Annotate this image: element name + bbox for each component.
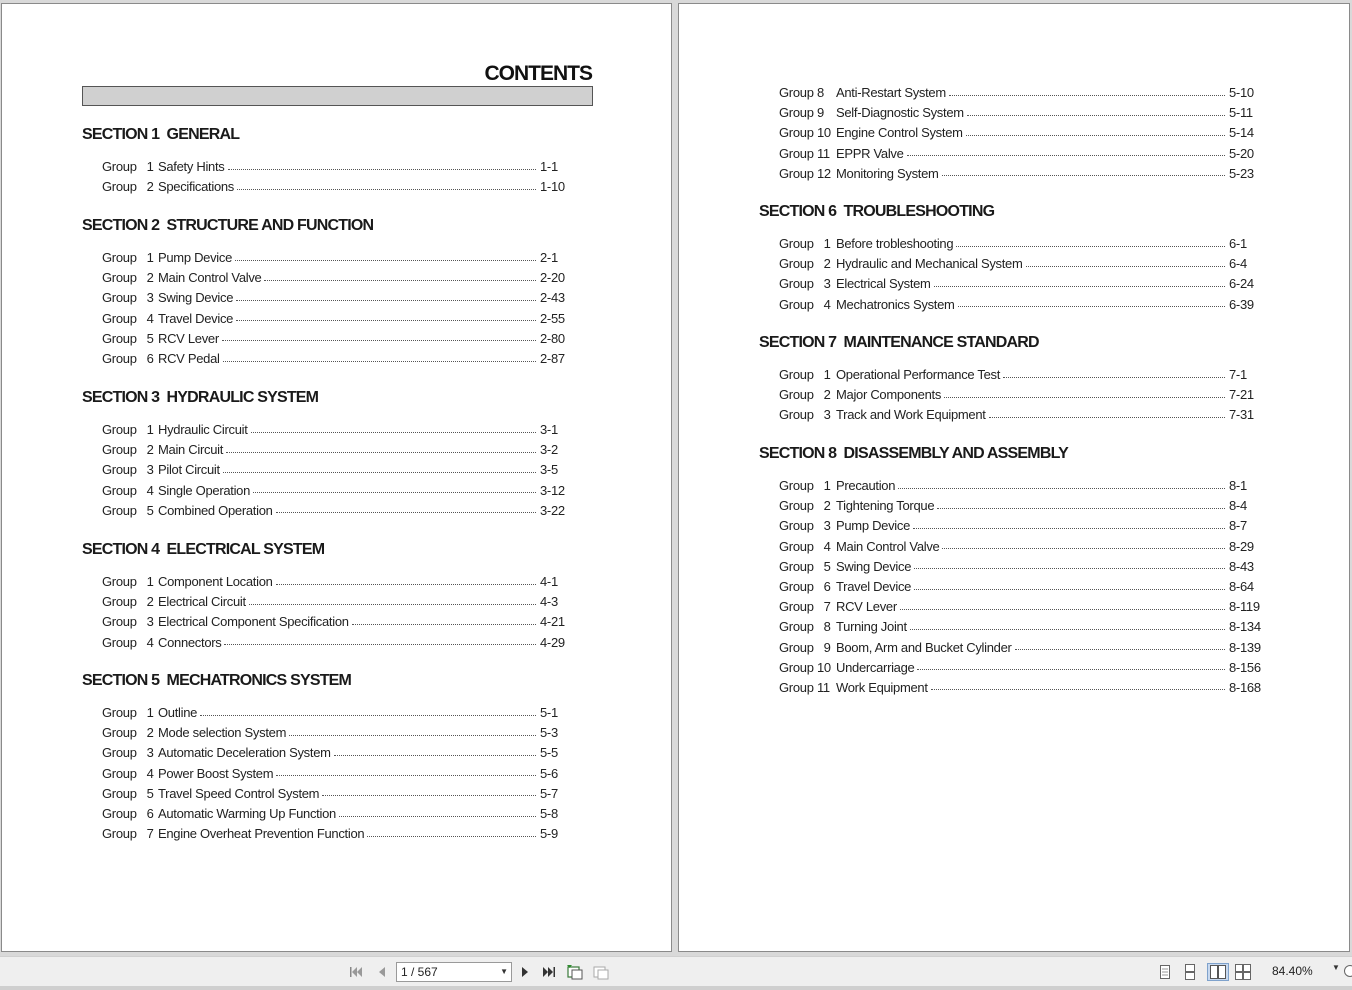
toc-group-number: Group 1 (102, 422, 154, 437)
toc-page-number: 2-43 (540, 290, 565, 306)
toc-entry-title: Boom, Arm and Bucket Cylinder (836, 639, 1012, 655)
toc-page-number: 5-5 (540, 745, 558, 761)
toc-entry[interactable] (82, 349, 566, 369)
toc-group-number: Group 2 (779, 498, 831, 514)
toc-entry-title: Travel Speed Control System (158, 785, 320, 801)
dot-leader (1003, 377, 1225, 378)
next-view-icon[interactable] (592, 963, 610, 981)
toc-entry[interactable] (82, 612, 566, 632)
toc-page-number: 8-1 (1229, 478, 1247, 493)
toc-entry[interactable] (759, 274, 1269, 294)
left-document-page (1, 3, 672, 952)
section-5-continuation (759, 83, 1269, 184)
toc-entry[interactable] (759, 385, 1269, 405)
toc-page-number: 2-80 (540, 330, 565, 346)
toc-page-number: 6-4 (1229, 256, 1247, 272)
toc-page-number: 8-43 (1229, 558, 1254, 574)
toc-entry[interactable] (759, 638, 1269, 658)
toc-entry[interactable] (82, 592, 566, 612)
toc-page-number: 5-8 (540, 805, 558, 821)
toc-entry[interactable] (82, 329, 566, 349)
dot-leader (224, 644, 536, 645)
toc-page-number: 4-1 (540, 574, 558, 589)
toc-entry[interactable] (82, 157, 566, 177)
toc-page-number: 8-29 (1229, 538, 1254, 554)
toc-entry[interactable] (759, 597, 1269, 617)
toc-entry[interactable] (82, 501, 566, 521)
dot-leader (949, 95, 1225, 96)
dot-leader (235, 260, 536, 261)
toc-entry[interactable] (82, 784, 566, 804)
toc-group-number: Group 6 (779, 578, 831, 594)
two-page-continuous-view-icon[interactable] (1234, 963, 1252, 981)
dot-leader (931, 689, 1225, 690)
toc-entry-title: Swing Device (836, 558, 912, 574)
contents-title: CONTENTS (484, 62, 592, 85)
toc-group-number: Group 4 (779, 296, 831, 312)
toc-group-number: Group 11 (779, 679, 830, 695)
dot-leader (237, 189, 536, 190)
toc-entry-title: Operational Performance Test (836, 367, 1001, 382)
toc-entry[interactable] (82, 268, 566, 288)
dot-leader (967, 115, 1225, 116)
toc-group-number: Group 3 (779, 518, 831, 534)
dot-leader (251, 432, 536, 433)
toc-entry[interactable] (759, 405, 1269, 425)
toc-entry-title: Travel Device (836, 578, 912, 594)
section-heading[interactable]: SECTION 7 MAINTENANCE STANDARD (759, 334, 1039, 351)
toc-group-number: Group 3 (779, 276, 831, 292)
section-heading[interactable]: SECTION 8 DISASSEMBLY AND ASSEMBLY (759, 445, 1068, 462)
toc-group-number: Group 5 (102, 330, 154, 346)
toc-group-number: Group 9 (779, 105, 824, 121)
next-page-icon[interactable] (516, 963, 534, 981)
toc-group-number: Group 6 (102, 805, 154, 821)
toc-page-number: 2-1 (540, 250, 558, 265)
toc-section (759, 443, 1269, 698)
dot-leader (222, 340, 536, 341)
last-page-icon[interactable] (540, 963, 558, 981)
dot-leader (914, 589, 1225, 590)
toc-group-number: Group 2 (779, 256, 831, 272)
toc-entry[interactable] (82, 633, 566, 653)
toc-page-number: 7-31 (1229, 407, 1254, 423)
toc-entry-title: Pilot Circuit (158, 462, 220, 478)
dot-leader (334, 755, 536, 756)
toc-entry-title: Precaution (836, 478, 896, 493)
continuous-view-icon[interactable] (1181, 963, 1199, 981)
toc-page-number: 5-23 (1229, 165, 1254, 181)
toc-page-number: 5-9 (540, 826, 558, 842)
toc-entry-title: Work Equipment (836, 679, 928, 695)
toc-group-number: Group 1 (779, 478, 831, 493)
title-divider-bar (82, 86, 593, 106)
toc-group-number: Group 2 (102, 594, 154, 610)
dot-leader (942, 548, 1225, 549)
first-page-icon[interactable] (347, 963, 365, 981)
toc-entry-title: Anti-Restart System (836, 85, 946, 100)
toc-list (82, 157, 566, 197)
toc-group-number: Group 4 (102, 310, 154, 326)
toc-section (82, 387, 566, 521)
toc-entry[interactable] (759, 83, 1269, 103)
dot-leader (276, 512, 536, 513)
toc-entry-title: Component Location (158, 574, 273, 589)
toc-page-number: 6-24 (1229, 276, 1254, 292)
chevron-down-icon[interactable]: ▼ (500, 967, 508, 976)
toc-page-number: 5-14 (1229, 125, 1254, 141)
dot-leader (367, 836, 536, 837)
dot-leader (200, 715, 536, 716)
toc-entry-title: Undercarriage (836, 659, 915, 675)
toc-group-number: Group 6 (102, 350, 154, 366)
toc-entry[interactable] (759, 103, 1269, 123)
toc-entry-title: Main Control Valve (836, 538, 940, 554)
toc-entry-title: Before trobleshooting (836, 236, 954, 251)
toc-entry[interactable] (759, 678, 1269, 698)
toc-entry[interactable] (759, 295, 1269, 315)
dot-leader (322, 795, 536, 796)
toc-group-number: Group 2 (779, 387, 831, 403)
toc-entry[interactable] (759, 164, 1269, 184)
toc-page-number: 8-7 (1229, 518, 1247, 534)
section-heading[interactable]: SECTION 1 GENERAL (82, 126, 240, 143)
toc-entry-title: Automatic Warming Up Function (158, 805, 336, 821)
toc-page-number: 8-139 (1229, 639, 1261, 655)
toc-list (82, 703, 566, 844)
toc-page-number: 8-156 (1229, 659, 1261, 675)
toc-entry[interactable] (759, 234, 1269, 254)
toc-entry[interactable] (759, 537, 1269, 557)
toc-entry[interactable] (82, 460, 566, 480)
toc-entry[interactable] (82, 723, 566, 743)
toc-list (82, 420, 566, 521)
dot-leader (289, 735, 536, 736)
toc-list (759, 234, 1269, 315)
dot-leader (236, 300, 536, 301)
toc-group-number: Group 4 (102, 482, 154, 498)
toc-group-number: Group 4 (779, 538, 831, 554)
toc-page-number: 2-55 (540, 310, 565, 326)
toc-list (82, 572, 566, 653)
toc-group-number: Group 2 (102, 442, 154, 458)
toc-page-number: 2-87 (540, 350, 565, 366)
toc-page-number: 8-168 (1229, 679, 1261, 695)
toc-group-number: Group 2 (102, 270, 154, 286)
toc-entry-title: Electrical Component Specification (158, 614, 349, 630)
toc-group-number: Group 1 (102, 159, 154, 174)
toc-entry-title: Combined Operation (158, 502, 273, 518)
dot-leader (942, 175, 1225, 176)
toc-entry-title: Connectors (158, 634, 222, 650)
toc-group-number: Group 4 (102, 634, 154, 650)
dot-leader (898, 488, 1225, 489)
toc-entry-title: Single Operation (158, 482, 251, 498)
toc-entry-title: RCV Lever (836, 599, 897, 615)
toc-list (759, 83, 1269, 184)
dot-leader (339, 816, 536, 817)
toc-entry-title: Pump Device (158, 250, 233, 265)
toc-entry-title: Safety Hints (158, 159, 225, 174)
toc-page-number: 7-1 (1229, 367, 1247, 382)
toc-group-number: Group 11 (779, 145, 830, 161)
toc-entry[interactable] (82, 177, 566, 197)
toc-entry[interactable] (759, 658, 1269, 678)
toc-entry[interactable] (82, 804, 566, 824)
toc-group-number: Group 5 (102, 502, 154, 518)
dot-leader (958, 306, 1225, 307)
toc-entry-title: Swing Device (158, 290, 234, 306)
dot-leader (249, 604, 536, 605)
toc-page-number: 3-1 (540, 422, 558, 437)
toc-entry-title: RCV Pedal (158, 350, 220, 366)
toc-page-number: 4-3 (540, 594, 558, 610)
zoom-control-icon[interactable] (1344, 965, 1352, 977)
toc-entry[interactable] (759, 254, 1269, 274)
toc-entry[interactable] (82, 764, 566, 784)
toc-entry-title: Monitoring System (836, 165, 939, 181)
toc-entry-title: Specifications (158, 179, 235, 195)
toc-group-number: Group 2 (102, 725, 154, 741)
dot-leader (1026, 266, 1225, 267)
toc-page-number: 5-1 (540, 705, 558, 720)
toc-group-number: Group 10 (779, 659, 831, 675)
toc-section (82, 670, 566, 844)
section-heading[interactable]: SECTION 5 MECHATRONICS SYSTEM (82, 672, 352, 689)
toc-page-number: 3-22 (540, 502, 565, 518)
toc-group-number: Group 4 (102, 765, 154, 781)
toc-list (759, 476, 1269, 698)
toc-section (759, 201, 1269, 315)
toc-entry-title: Outline (158, 705, 198, 720)
horizontal-scrollbar[interactable] (0, 986, 1352, 990)
toc-section (759, 332, 1269, 426)
dot-leader (937, 508, 1225, 509)
toc-entry[interactable] (759, 577, 1269, 597)
toc-entry[interactable] (82, 288, 566, 308)
dot-leader (917, 669, 1225, 670)
toc-entry[interactable] (82, 420, 566, 440)
toc-entry-title: Track and Work Equipment (836, 407, 986, 423)
toc-entry-title: Power Boost System (158, 765, 274, 781)
toc-page-number: 3-5 (540, 462, 558, 478)
toc-entry-title: Pump Device (836, 518, 911, 534)
toc-entry-title: Engine Overheat Prevention Function (158, 826, 365, 842)
toc-page-number: 3-12 (540, 482, 565, 498)
dot-leader (956, 246, 1225, 247)
toc-page-number: 5-7 (540, 785, 558, 801)
toc-page-number: 1-10 (540, 179, 565, 195)
toc-section (82, 124, 566, 197)
section-heading[interactable]: SECTION 6 TROUBLESHOOTING (759, 203, 995, 220)
toc-entry-title: Travel Device (158, 310, 234, 326)
toc-entry[interactable] (82, 824, 566, 844)
dot-leader (934, 286, 1225, 287)
toc-entry-title: Tightening Torque (836, 498, 935, 514)
toc-entry-title: RCV Lever (158, 330, 219, 346)
toc-page-number: 4-29 (540, 634, 565, 650)
toc-entry-title: Mechatronics System (836, 296, 955, 312)
two-page-view-icon[interactable] (1207, 963, 1229, 981)
toc-group-number: Group 7 (102, 826, 154, 842)
toc-page-number: 8-64 (1229, 578, 1254, 594)
zoom-dropdown-chevron-icon[interactable]: ▼ (1332, 963, 1340, 972)
toc-entry[interactable] (82, 703, 566, 723)
viewer-toolbar (0, 956, 1352, 986)
toc-entry-title: Mode selection System (158, 725, 287, 741)
toc-group-number: Group 5 (102, 785, 154, 801)
toc-group-number: Group 3 (779, 407, 831, 423)
toc-entry-title: Major Components (836, 387, 942, 403)
toc-entry-title: Automatic Deceleration System (158, 745, 331, 761)
toc-entry[interactable] (82, 440, 566, 460)
single-page-view-icon[interactable] (1156, 963, 1174, 981)
dot-leader (913, 528, 1225, 529)
dot-leader (914, 568, 1225, 569)
toc-entry[interactable] (82, 743, 566, 763)
toc-group-number: Group 9 (779, 639, 831, 655)
dot-leader (910, 629, 1225, 630)
page-indicator: 1 / 567 (401, 965, 438, 979)
dot-leader (223, 361, 536, 362)
toc-page-number: 8-134 (1229, 619, 1261, 635)
toc-entry[interactable] (82, 572, 566, 592)
section-heading[interactable]: SECTION 2 STRUCTURE AND FUNCTION (82, 217, 374, 234)
toc-page-number: 5-6 (540, 765, 558, 781)
toc-entry-title: Electrical Circuit (158, 594, 246, 610)
toc-entry[interactable] (759, 496, 1269, 516)
toc-group-number: Group 8 (779, 85, 824, 100)
toc-list (82, 248, 566, 369)
dot-leader (264, 280, 536, 281)
toc-entry-title: EPPR Valve (836, 145, 904, 161)
dot-leader (226, 452, 536, 453)
previous-page-icon[interactable] (373, 963, 391, 981)
toc-entry-title: Engine Control System (836, 125, 963, 141)
toc-page-number: 5-11 (1229, 105, 1253, 121)
toc-group-number: Group 1 (102, 574, 154, 589)
toc-group-number: Group 1 (779, 236, 831, 251)
toc-entry-title: Turning Joint (836, 619, 907, 635)
toc-page-number: 7-21 (1229, 387, 1254, 403)
toc-page-number: 5-10 (1229, 85, 1254, 100)
page-number-field[interactable] (396, 962, 512, 982)
toc-entry-title: Self-Diagnostic System (836, 105, 964, 121)
toc-entry-title: Hydraulic and Mechanical System (836, 256, 1023, 272)
toc-entry-title: Electrical System (836, 276, 931, 292)
toc-page-number: 6-39 (1229, 296, 1254, 312)
toc-list (759, 365, 1269, 426)
previous-view-icon[interactable] (566, 963, 584, 981)
toc-section (82, 539, 566, 653)
toc-entry[interactable] (82, 309, 566, 329)
toc-group-number: Group 1 (779, 367, 831, 382)
toc-page-number: 4-21 (540, 614, 565, 630)
dot-leader (966, 135, 1225, 136)
right-document-page (678, 3, 1350, 952)
dot-leader (352, 624, 536, 625)
toc-group-number: Group 5 (779, 558, 831, 574)
toc-group-number: Group 3 (102, 462, 154, 478)
toc-entry[interactable] (759, 476, 1269, 496)
toc-entry-title: Main Circuit (158, 442, 224, 458)
dot-leader (1015, 649, 1225, 650)
dot-leader (276, 584, 536, 585)
toc-entry[interactable] (759, 144, 1269, 164)
dot-leader (907, 155, 1225, 156)
toc-page-number: 3-2 (540, 442, 558, 458)
toc-page-number: 8-4 (1229, 498, 1247, 514)
toc-entry[interactable] (759, 516, 1269, 536)
zoom-level[interactable]: 84.40% (1272, 964, 1313, 978)
dot-leader (900, 609, 1225, 610)
dot-leader (223, 472, 536, 473)
section-heading[interactable]: SECTION 4 ELECTRICAL SYSTEM (82, 541, 325, 558)
toc-page-number: 5-3 (540, 725, 558, 741)
toc-page-number: 6-1 (1229, 236, 1247, 251)
toc-entry[interactable] (82, 248, 566, 268)
toc-entry-title: Hydraulic Circuit (158, 422, 248, 437)
toc-group-number: Group 12 (779, 165, 831, 181)
toc-group-number: Group 3 (102, 614, 154, 630)
toc-page-number: 5-20 (1229, 145, 1254, 161)
toc-group-number: Group 2 (102, 179, 154, 195)
toc-group-number: Group 1 (102, 705, 154, 720)
toc-section (82, 215, 566, 369)
dot-leader (228, 169, 537, 170)
toc-entry[interactable] (759, 617, 1269, 637)
toc-page-number: 2-20 (540, 270, 565, 286)
toc-page-number: 8-119 (1229, 599, 1260, 615)
toc-entry-title: Main Control Valve (158, 270, 262, 286)
dot-leader (276, 775, 536, 776)
toc-group-number: Group 3 (102, 290, 154, 306)
toc-group-number: Group 1 (102, 250, 154, 265)
toc-entry[interactable] (759, 123, 1269, 143)
toc-group-number: Group 7 (779, 599, 831, 615)
toc-group-number: Group 8 (779, 619, 831, 635)
toc-entry[interactable] (759, 365, 1269, 385)
dot-leader (253, 492, 536, 493)
dot-leader (944, 397, 1225, 398)
toc-group-number: Group 10 (779, 125, 831, 141)
toc-entry[interactable] (759, 557, 1269, 577)
dot-leader (989, 417, 1225, 418)
dot-leader (236, 320, 536, 321)
toc-page-number: 1-1 (540, 159, 558, 174)
toc-group-number: Group 3 (102, 745, 154, 761)
toc-entry[interactable] (82, 481, 566, 501)
section-heading[interactable]: SECTION 3 HYDRAULIC SYSTEM (82, 389, 319, 406)
